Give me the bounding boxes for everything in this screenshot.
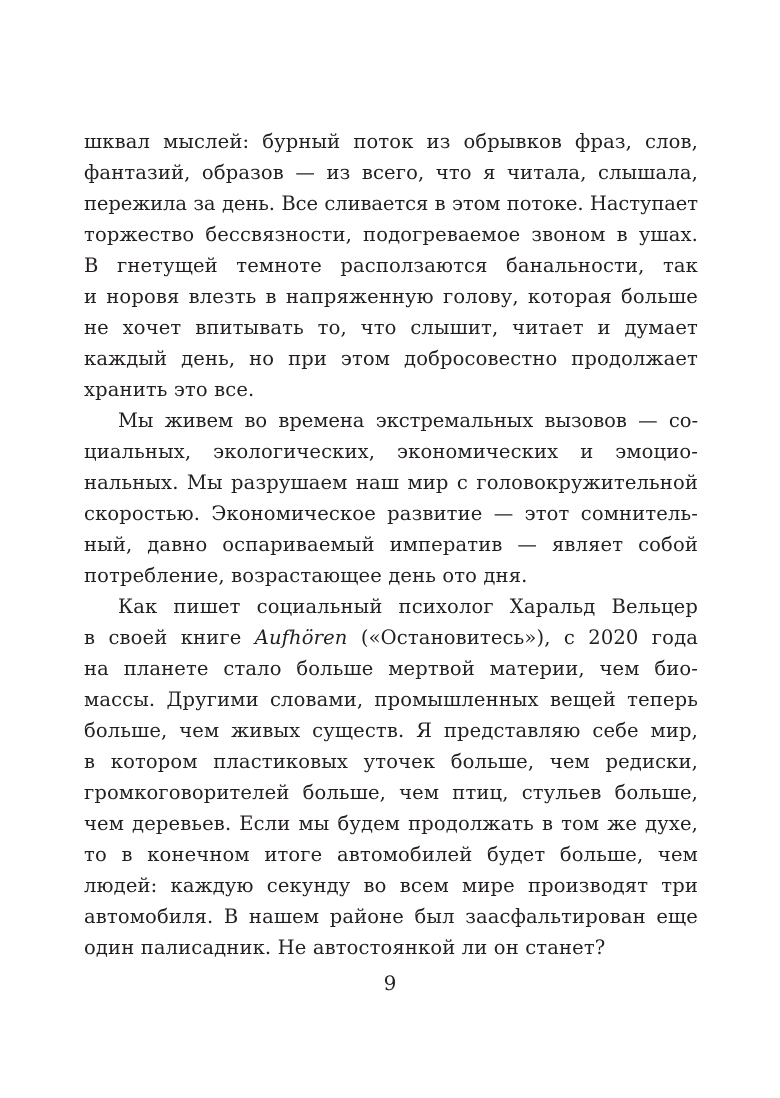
text-line: циальных, экологических, экономических и эмоцио- [84, 440, 698, 463]
text-line: пережила за день. Все сливается в этом потоке. Наступает [84, 192, 698, 215]
text-line: больше, чем живых существ. Я представляю себе мир, [84, 719, 698, 742]
text-line: на планете стало больше мертвой материи, чем био- [84, 657, 698, 680]
text-line: автомобиля. В нашем районе был заасфальтирован еще [84, 905, 698, 928]
text-line: громкоговорителей больше, чем птиц, стульев больше, [84, 781, 698, 804]
body-text [84, 126, 698, 963]
text-line: фантазий, образов — из всего, что я читала, слышала, [84, 161, 698, 184]
book-title-italic: Aufhören [254, 626, 348, 649]
text-line: каждый день, но при этом добросовестно продолжает [84, 347, 698, 370]
text-line: и норовя влезть в напряженную голову, которая больше [84, 285, 698, 308]
text-line: людей: каждую секунду во всем мире производят три [84, 874, 698, 897]
text-line-with-book-title [84, 622, 698, 653]
text-before-title: в своей книге [84, 626, 255, 649]
text-line: массы. Другими словами, промышленных вещей теперь [84, 688, 698, 711]
text-line: то в конечном итоге автомобилей будет больше, чем [84, 843, 698, 866]
text-line: Мы живем во времена экстремальных вызовов — со- [118, 409, 698, 432]
text-line: потребление, возрастающее день ото дня. [84, 564, 528, 587]
page-number: 9 [383, 971, 397, 995]
text-line: В гнетущей темноте расползаются банальности, так [84, 254, 698, 277]
text-after-title: («Остановитесь»), с 2020 года [347, 626, 698, 649]
text-line: хранить это все. [84, 378, 255, 401]
text-line: в котором пластиковых уточек больше, чем редиски, [84, 750, 698, 773]
text-line: ный, давно оспариваемый императив — являет собой [84, 533, 698, 556]
text-line: Как пишет социальный психолог Харальд Вельцер [118, 595, 698, 618]
text-line: один палисадник. Не автостоянкой ли он станет? [84, 936, 606, 959]
text-line: скоростью. Экономическое развитие — этот сомнитель- [84, 502, 698, 525]
text-line: не хочет впитывать то, что слышит, читает и думает [84, 316, 698, 339]
text-line: шквал мыслей: бурный поток из обрывков фраз, слов, [84, 130, 698, 153]
text-line: нальных. Мы разрушаем наш мир с головокружительной [84, 471, 698, 494]
text-line: чем деревьев. Если мы будем продолжать в том же духе, [84, 812, 698, 835]
text-line: торжество бессвязности, подогреваемое звоном в ушах. [84, 223, 698, 246]
